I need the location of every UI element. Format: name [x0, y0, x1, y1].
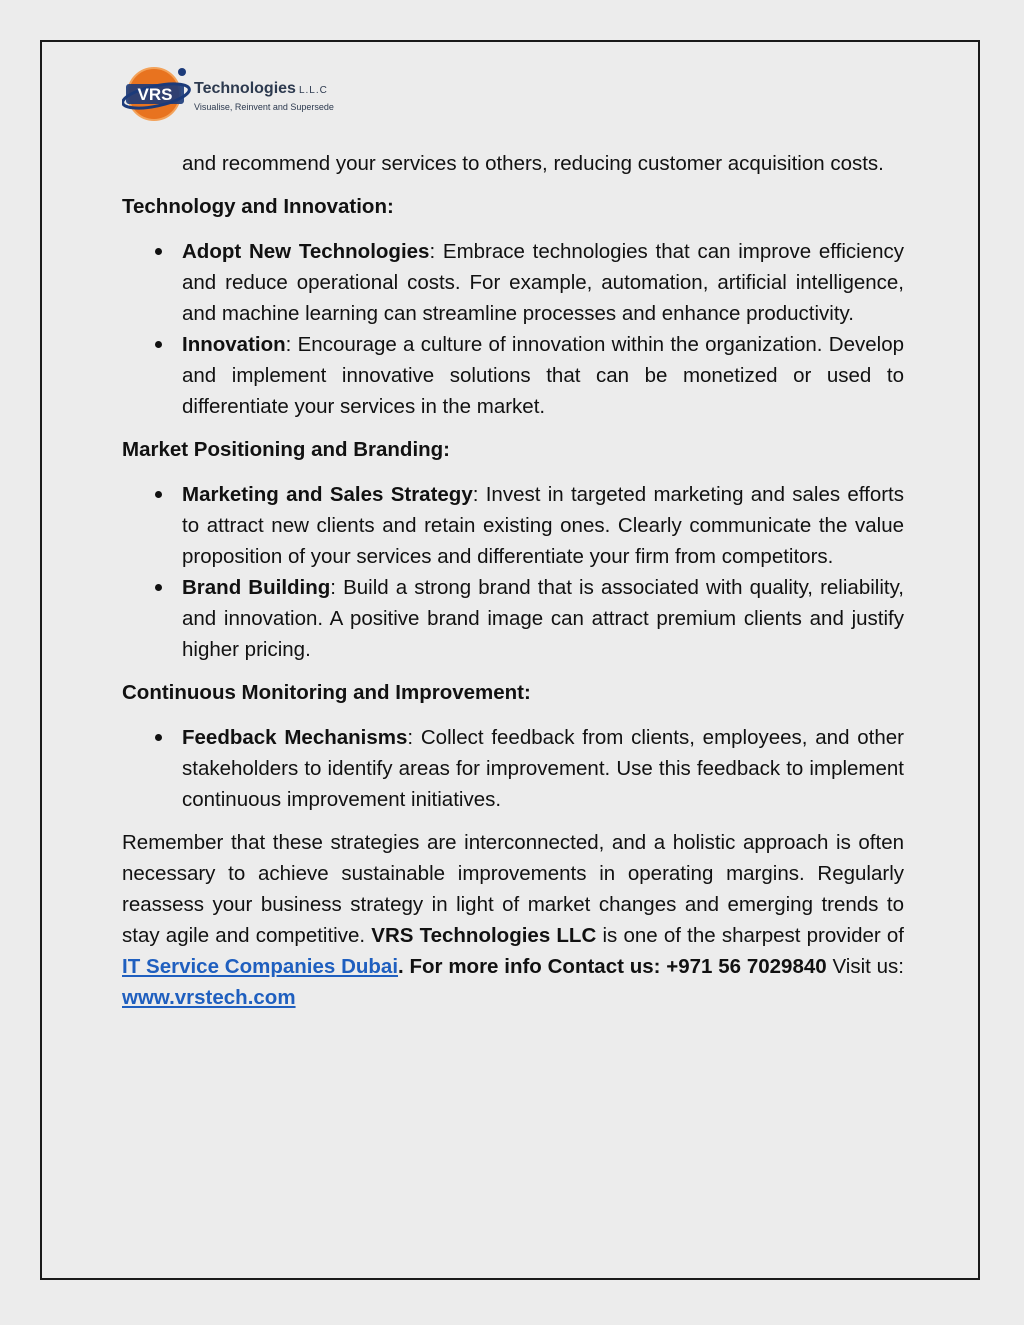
item-lead: Adopt New Technologies: [182, 240, 430, 263]
logo-mark: VRS: [137, 85, 173, 104]
item-lead: Innovation: [182, 333, 286, 356]
closing-text-3: . For more info Contact us:: [398, 955, 667, 978]
item-lead: Feedback Mechanisms: [182, 726, 408, 749]
closing-text-2: is one of the sharpest provider of: [596, 924, 904, 947]
item-lead: Brand Building: [182, 576, 331, 599]
logo-suffix: L.L.C: [298, 85, 328, 96]
list-item: [122, 329, 904, 422]
item-text: : Embrace technologies that can improve efficiency and reduce operational costs. For example, automation, artificial intelligence, and machine learning can streamline processes and enhance productivity.: [182, 240, 904, 325]
closing-paragraph: [122, 827, 904, 1013]
section-heading-marketing: Market Positioning and Branding:: [122, 438, 451, 461]
it-service-link[interactable]: IT Service Companies Dubai: [122, 955, 399, 978]
logo-name-text: Technologies: [194, 80, 296, 97]
intro-paragraph: and recommend your services to others, reducing customer acquisition costs.: [182, 152, 884, 175]
section-heading-technology: Technology and Innovation:: [122, 195, 394, 218]
item-text: : Invest in targeted marketing and sales efforts to attract new clients and retain existing ones. Clearly communicate the value proposition of your services and differentiate your firm from competitors.: [182, 483, 904, 568]
list-item: [122, 236, 904, 329]
marketing-list: [122, 479, 904, 665]
item-text: : Encourage a culture of innovation within the organization. Develop and implement innovative solutions that can be monetized or used to differentiate your services in the market.: [182, 333, 904, 418]
phone-number: +971 56 7029840: [666, 955, 827, 978]
item-text: : Build a strong brand that is associated with quality, reliability, and innovation. A positive brand image can attract premium clients and justify higher pricing.: [182, 576, 905, 661]
bullet-icon: [155, 491, 162, 498]
bullet-icon: [155, 734, 162, 741]
list-item: [122, 722, 904, 815]
monitoring-list: [122, 722, 904, 815]
document-body: [122, 148, 904, 1013]
company-name: VRS Technologies LLC: [371, 924, 597, 947]
technology-list: [122, 236, 904, 422]
logo-tagline: Visualise, Reinvent and Supersede: [194, 102, 334, 112]
document-page: [40, 40, 980, 1280]
company-logo: [122, 64, 352, 124]
logo-globe-icon: [122, 64, 194, 124]
list-item: [122, 572, 904, 665]
bullet-icon: [155, 584, 162, 591]
closing-text-1: Remember that these strategies are interconnected, and a holistic approach is often necessary to achieve sustainable improvements in operating margins. Regularly reassess your business strategy in light of market changes and emerging trends to stay agile and competitive.: [122, 831, 904, 947]
section-heading-monitoring: Continuous Monitoring and Improvement:: [122, 681, 531, 704]
bullet-icon: [155, 341, 162, 348]
closing-text-4: Visit us:: [826, 955, 904, 978]
list-item: [122, 479, 904, 572]
item-text: : Collect feedback from clients, employees, and other stakeholders to identify areas for improvement. Use this feedback to implement continuous improvement initiatives.: [182, 726, 904, 811]
logo-name: [194, 80, 328, 98]
item-lead: Marketing and Sales Strategy: [182, 483, 473, 506]
website-link[interactable]: www.vrstech.com: [122, 986, 296, 1009]
bullet-icon: [155, 248, 162, 255]
